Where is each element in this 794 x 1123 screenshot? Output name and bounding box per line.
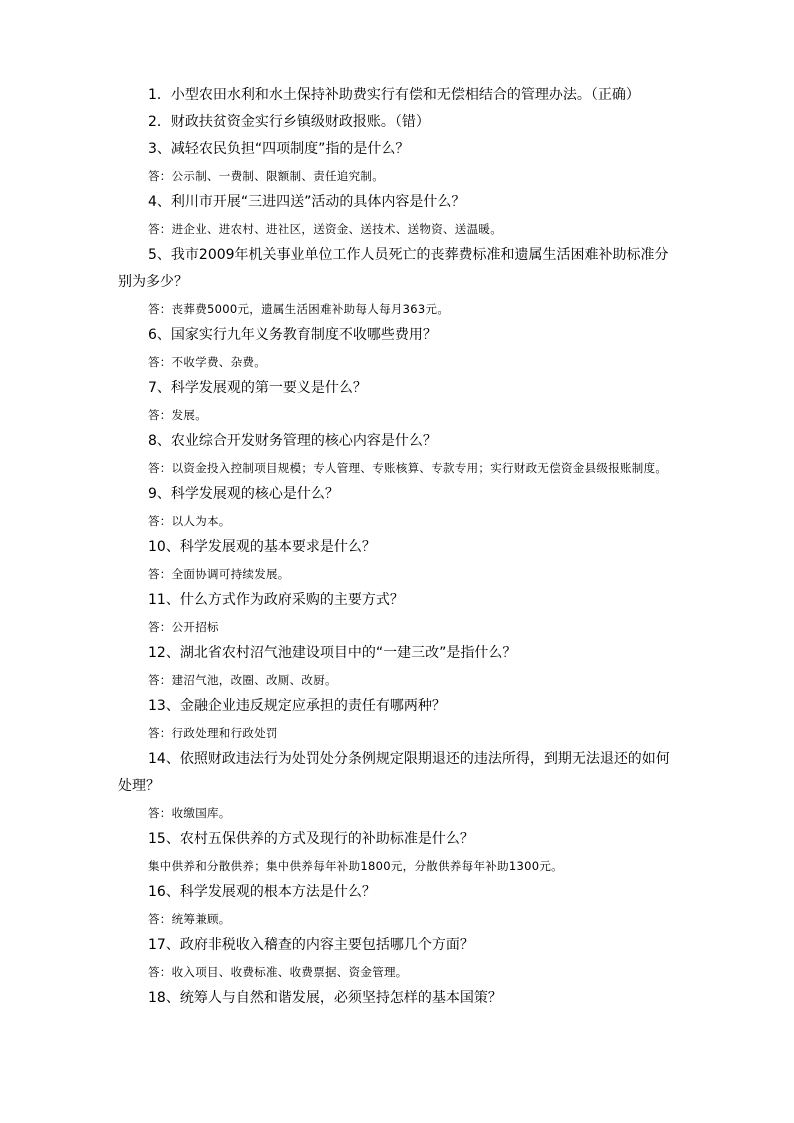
answer: 答：行政处理和行政处罚 [148, 726, 278, 740]
question: 14、依照财政违法行为处罚处分条例规定限期退还的违法所得，到期无法退还的如何处理？ [118, 751, 670, 794]
question: 9、科学发展观的核心是什么？ [148, 486, 339, 502]
question: 17、政府非税收入稽查的内容主要包括哪几个方面？ [148, 937, 474, 953]
question: 18、统筹人与自然和谐发展，必须坚持怎样的基本国策？ [148, 990, 502, 1006]
answer: 答：收入项目、收费标准、收费票据、资金管理。 [148, 965, 408, 979]
qa-list [118, 82, 678, 1012]
answer: 答：建沼气池，改圈、改厕、改厨。 [148, 673, 337, 687]
answer: 答：不收学费、杂费。 [148, 355, 266, 369]
answer: 答：统筹兼顾。 [148, 912, 231, 926]
question: 5、我市2009年机关事业单位工作人员死亡的丧葬费标准和遗属生活困难补助标准分别为多少？ [118, 247, 669, 290]
question: 8、农业综合开发财务管理的核心内容是什么？ [148, 433, 437, 449]
question: 7、科学发展观的第一要义是什么？ [148, 380, 367, 396]
answer: 答：公开招标 [148, 620, 219, 634]
question: 13、金融企业违反规定应承担的责任有哪两种？ [148, 698, 446, 714]
answer: 答：进企业、进农村、进社区，送资金、送技术、送物资、送温暖。 [148, 222, 502, 236]
question: 16、科学发展观的根本方法是什么？ [148, 884, 376, 900]
question: 1．小型农田水利和水土保持补助费实行有偿和无偿相结合的管理办法。（正确） [148, 87, 640, 103]
answer: 集中供养和分散供养；集中供养每年补助1800元，分散供养每年补助1300元。 [148, 859, 563, 873]
question: 15、农村五保供养的方式及现行的补助标准是什么？ [148, 831, 474, 847]
question: 4、利川市开展“三进四送”活动的具体内容是什么？ [148, 194, 466, 210]
question: 10、科学发展观的基本要求是什么？ [148, 539, 376, 555]
answer: 答：发展。 [148, 408, 207, 422]
question: 3、减轻农民负担“四项制度”指的是什么？ [148, 141, 410, 157]
answer: 答：丧葬费5000元，遗属生活困难补助每人每月363元。 [148, 302, 450, 316]
answer: 答：以资金投入控制项目规模；专人管理、专账核算、专款专用；实行财政无偿资金县级报账制度。 [148, 461, 668, 475]
answer: 答：公示制、一费制、限额制、责任追究制。 [148, 169, 384, 183]
answer: 答：全面协调可持续发展。 [148, 567, 290, 581]
question: 6、国家实行九年义务教育制度不收哪些费用？ [148, 327, 437, 343]
answer: 答：以人为本。 [148, 514, 231, 528]
question: 11、什么方式作为政府采购的主要方式？ [148, 592, 404, 608]
question: 2．财政扶贫资金实行乡镇级财政报账。（错） [148, 114, 430, 130]
question: 12、湖北省农村沼气池建设项目中的“一建三改”是指什么？ [148, 645, 517, 661]
answer: 答：收缴国库。 [148, 806, 231, 820]
